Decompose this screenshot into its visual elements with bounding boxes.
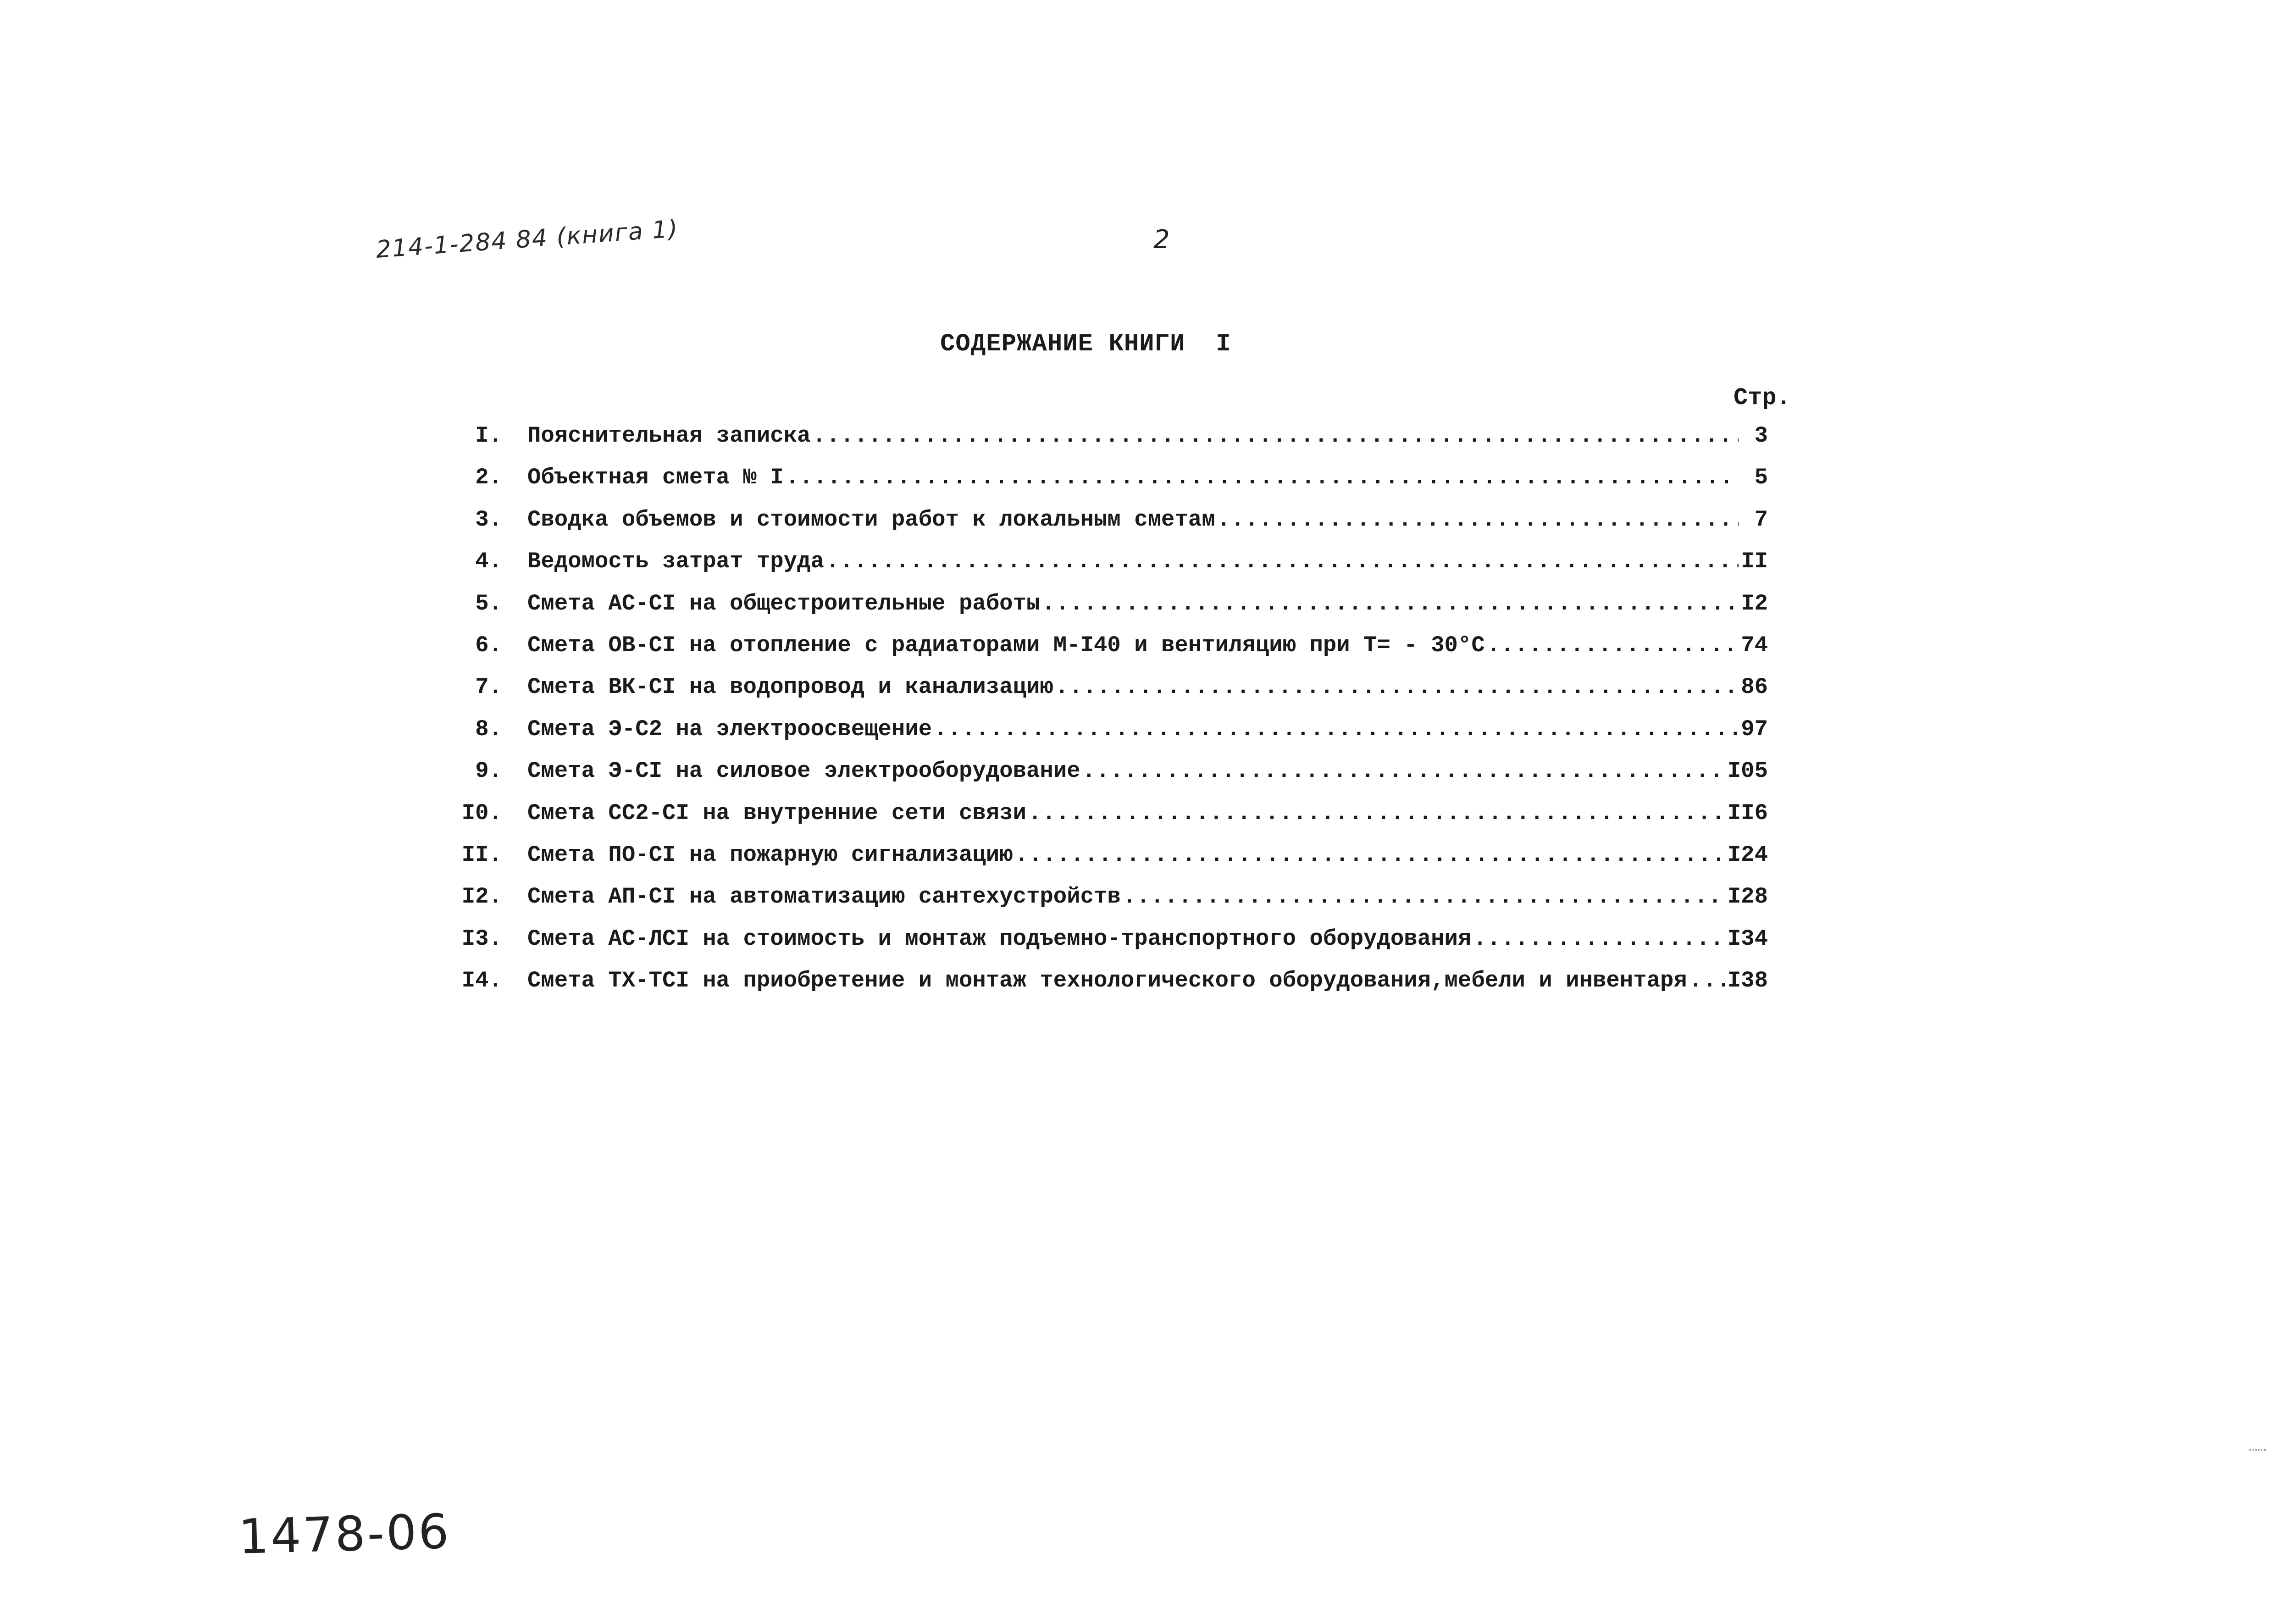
toc-entry-number: 2. [475,465,502,491]
toc-entry [438,884,1768,926]
toc-entry-page: I34 [1727,926,1768,952]
toc-entry-number: 4. [475,549,502,575]
page-column-header: Стр. [1734,384,1791,411]
toc-entry [438,842,1768,884]
toc-entry-page: 97 [1741,716,1768,742]
toc-entry [438,632,1768,674]
toc-entry-title: Ведомость затрат труда [527,549,824,575]
toc-entry-title: Смета АС-СI на общестроительные работы [527,590,1040,616]
toc-entry-page: I24 [1727,842,1768,868]
toc-entry-title: Смета АП-СI на автоматизацию сантехустройств [527,884,1121,910]
toc-entry-title: Смета ТХ-ТСI на приобретение и монтаж технологического оборудования,мебели и инвентаря [527,968,1687,994]
toc-entry-page: II6 [1727,800,1768,826]
toc-entry [438,926,1768,968]
toc-entry-title: Объектная смета № I [527,465,784,491]
toc-entry-title: Смета ВК-СI на водопровод и канализацию [527,674,1053,700]
dot-leader [1123,884,1726,909]
dot-leader [1015,842,1726,868]
toc-entry-page: I05 [1727,758,1768,784]
toc-entry-page: 7 [1754,506,1768,532]
toc-entry-number: I0. [461,800,502,826]
toc-entry [438,716,1768,758]
toc-entry [438,800,1768,842]
toc-entry-title: Сводка объемов и стоимости работ к локальным сметам [527,506,1215,532]
handwritten-document-code: 214-1-284 84 (книга 1) [375,215,680,264]
toc-entry-number: I3. [461,926,502,952]
dot-leader [786,465,1739,490]
toc-entry-page: 74 [1741,632,1768,658]
page-number: 2 [1153,225,1170,255]
dot-leader [1041,591,1739,616]
toc-entry-title: Пояснительная записка [527,423,811,449]
toc-entry-title: Смета ОВ-СI на отопление с радиаторами М-I40 и вентиляцию при Т= - 30°С [527,632,1485,658]
toc-entry-number: I4. [461,968,502,994]
toc-entry-title: Смета ПО-СI на пожарную сигнализацию [527,842,1013,868]
dot-leader [1055,674,1739,700]
dot-leader [1473,926,1725,952]
scan-artifact [2249,1449,2266,1453]
toc-entry [438,591,1768,632]
toc-entry-page: 3 [1754,423,1768,449]
toc-entry [438,968,1768,1009]
toc-entry-title: Смета Э-СI на силовое электрооборудование [527,758,1080,784]
toc-entry-page: I2 [1741,590,1768,616]
toc-entry [438,549,1768,590]
toc-entry-number: 5. [475,590,502,616]
dot-leader [1217,507,1739,532]
archive-stamp-number: 1478-06 [238,1503,451,1565]
toc-entry-page: 5 [1754,465,1768,491]
toc-entry-title: Смета Э-С2 на электроосвещение [527,716,932,742]
table-of-contents [438,423,1768,1009]
toc-entry-number: 7. [475,674,502,700]
toc-entry-number: 6. [475,632,502,658]
dot-leader [1689,968,1726,993]
toc-entry-number: II. [461,842,502,868]
dot-leader [1028,800,1726,826]
toc-entry [438,507,1768,549]
toc-entry [438,423,1768,465]
document-title: СОДЕРЖАНИЕ КНИГИ I [940,330,1231,358]
toc-entry-page: I38 [1727,968,1768,994]
toc-entry-number: I2. [461,884,502,910]
toc-entry-number: 8. [475,716,502,742]
toc-entry-title: Смета СС2-СI на внутренние сети связи [527,800,1026,826]
dot-leader [826,549,1739,574]
toc-entry [438,674,1768,716]
toc-entry-number: 9. [475,758,502,784]
toc-entry-page: II [1741,549,1768,575]
dot-leader [934,716,1739,742]
toc-entry [438,758,1768,800]
toc-entry-number: I. [475,423,502,449]
dot-leader [1082,758,1726,784]
toc-entry [438,465,1768,506]
toc-entry-number: 3. [475,506,502,532]
dot-leader [1487,632,1739,658]
toc-entry-page: I28 [1727,884,1768,910]
dot-leader [813,423,1739,449]
toc-entry-title: Смета АС-ЛСI на стоимость и монтаж подъемно-транспортного оборудования [527,926,1472,952]
toc-entry-page: 86 [1741,674,1768,700]
